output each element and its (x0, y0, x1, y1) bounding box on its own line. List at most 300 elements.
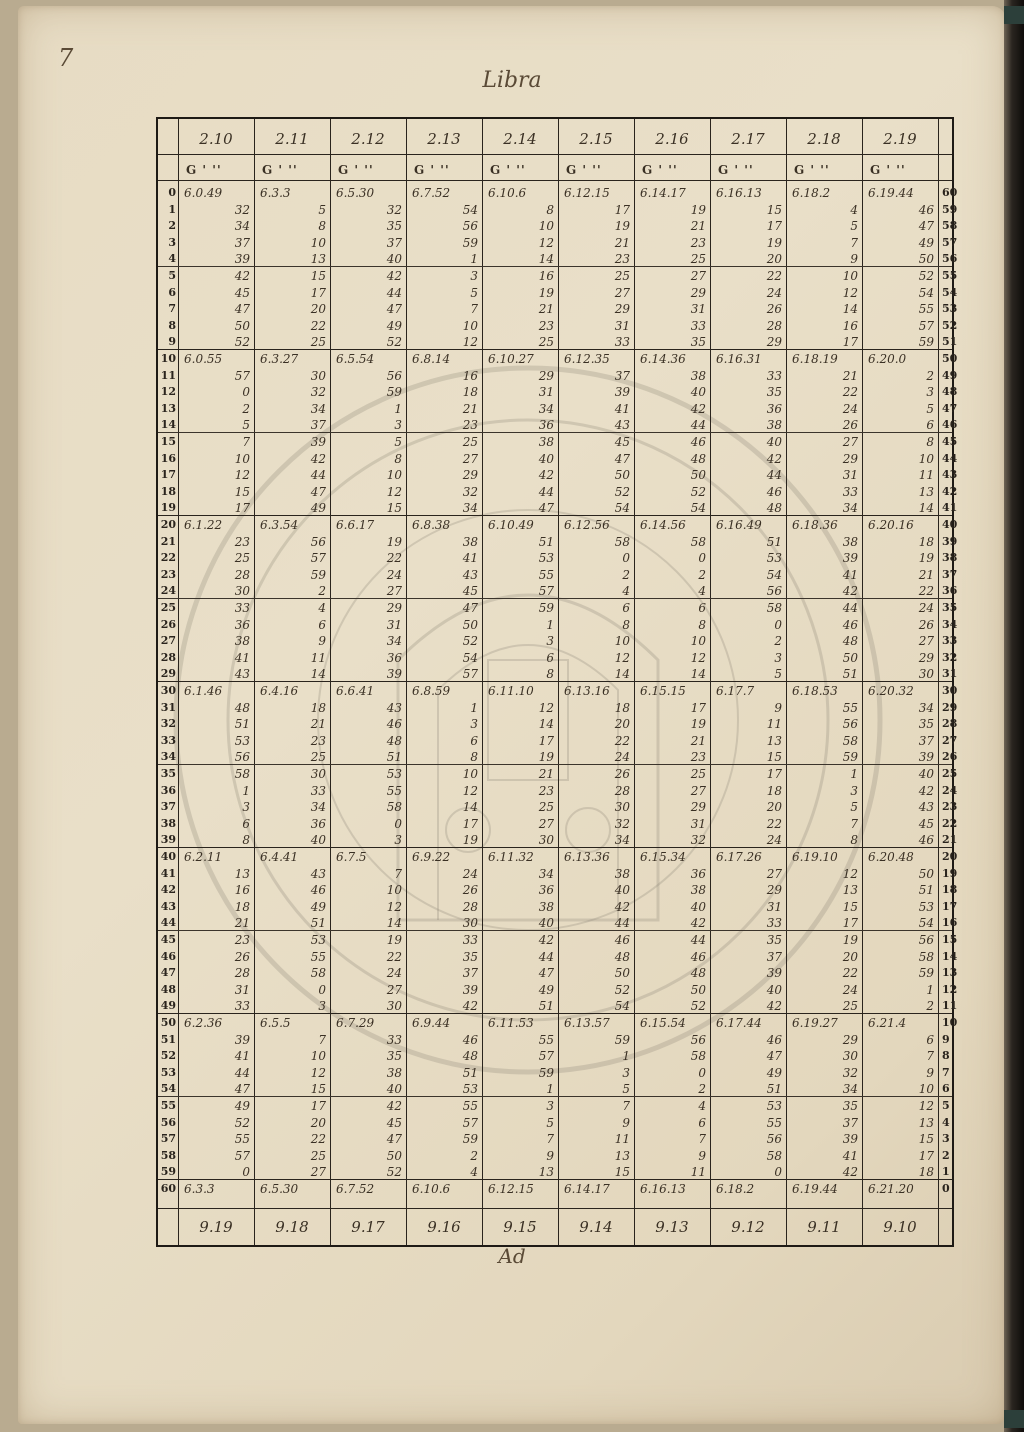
table-cell: 52 (690, 999, 706, 1014)
table-cell: 9 (698, 1148, 706, 1163)
table-cell: 57 (234, 368, 250, 383)
table-cell: 6 (546, 650, 554, 665)
table-cell: 35 (386, 1049, 402, 1064)
table-cell: 1 (546, 617, 554, 632)
table-cell: 29 (842, 451, 858, 466)
table-cell: 46 (462, 1032, 478, 1047)
table-cell: 48 (766, 501, 782, 516)
table-cell: 39 (918, 750, 934, 765)
table-cell: 32 (614, 816, 630, 831)
table-cell: 26 (842, 418, 858, 433)
table-cell: 18 (918, 534, 934, 549)
row-index-left: 18 (160, 484, 176, 498)
table-cell-full: 6.19.44 (868, 186, 914, 200)
table-cell-full: 6.16.49 (716, 518, 762, 532)
row-index-right: 24 (942, 783, 958, 797)
table-cell: 52 (462, 634, 478, 649)
table-cell: 59 (918, 966, 934, 981)
table-cell: 12 (462, 335, 478, 350)
table-cell: 38 (538, 899, 554, 914)
column-rule (938, 119, 939, 1245)
row-index-left: 36 (160, 783, 176, 797)
table-cell: 29 (690, 800, 706, 815)
row-index-left: 57 (160, 1132, 176, 1146)
table-cell: 24 (614, 750, 630, 765)
table-cell: 22 (918, 584, 934, 599)
table-cell: 13 (918, 484, 934, 499)
row-index-left: 23 (160, 567, 176, 581)
table-cell: 22 (842, 966, 858, 981)
table-cell: 30 (386, 999, 402, 1014)
table-cell: 27 (842, 435, 858, 449)
row-index-right: 4 (942, 1115, 950, 1129)
row-rule (158, 154, 952, 155)
table-cell-full: 6.18.36 (792, 518, 838, 532)
row-index-right: 40 (942, 518, 958, 531)
table-cell-full: 6.7.5 (336, 850, 367, 864)
row-index-right: 47 (942, 401, 958, 415)
table-cell-full: 6.1.22 (184, 518, 223, 532)
row-index-right: 33 (942, 634, 958, 648)
table-cell: 42 (538, 468, 554, 483)
row-index-left: 8 (168, 318, 176, 332)
table-cell: 29 (918, 650, 934, 665)
row-index-left: 13 (160, 401, 176, 415)
table-cell: 23 (690, 750, 706, 765)
table-cell: 9 (850, 252, 858, 267)
table-cell: 26 (614, 767, 630, 781)
table-cell: 43 (918, 800, 934, 815)
table-cell: 46 (918, 202, 934, 217)
table-cell: 7 (622, 1099, 630, 1113)
table-cell: 57 (310, 551, 326, 566)
table-cell: 35 (766, 385, 782, 400)
table-cell: 49 (386, 318, 402, 333)
row-index-left: 38 (160, 816, 176, 830)
table-cell: 0 (318, 982, 326, 997)
table-cell: 19 (918, 551, 934, 566)
row-index-right: 41 (942, 501, 958, 515)
table-cell: 51 (234, 717, 250, 732)
table-cell: 35 (386, 219, 402, 234)
table-cell: 7 (698, 1132, 706, 1147)
column-header: 2.16 (655, 130, 689, 148)
table-cell-full: 6.19.10 (792, 850, 838, 864)
table-cell: 56 (766, 584, 782, 599)
table-cell: 34 (310, 401, 326, 416)
table-cell: 31 (842, 468, 858, 483)
table-cell: 39 (386, 667, 402, 682)
table-cell: 56 (842, 717, 858, 732)
table-cell: 40 (538, 451, 554, 466)
table-cell: 31 (234, 982, 250, 997)
table-cell: 38 (842, 534, 858, 549)
table-cell: 27 (538, 816, 554, 831)
table-cell: 52 (614, 982, 630, 997)
table-cell: 33 (614, 335, 630, 350)
table-cell: 19 (462, 833, 478, 848)
table-cell: 31 (614, 318, 630, 333)
row-rule (158, 180, 952, 181)
table-cell: 28 (766, 318, 782, 333)
table-cell: 39 (234, 252, 250, 267)
table-cell-full: 6.14.17 (564, 1182, 610, 1196)
table-cell-full: 6.18.19 (792, 352, 838, 366)
table-cell: 45 (614, 435, 630, 449)
row-index-right: 49 (942, 368, 958, 382)
table-cell: 9 (774, 700, 782, 715)
table-cell: 32 (690, 833, 706, 848)
table-cell: 18 (614, 700, 630, 715)
table-cell: 39 (842, 551, 858, 566)
row-index-left: 21 (160, 534, 176, 548)
table-cell: 53 (538, 551, 554, 566)
table-cell: 53 (766, 1099, 782, 1113)
table-cell: 18 (462, 385, 478, 400)
table-cell: 42 (310, 451, 326, 466)
table-cell: 25 (310, 1148, 326, 1163)
row-index-right: 21 (942, 833, 958, 847)
table-cell: 5 (318, 202, 326, 217)
table-cell: 54 (918, 285, 934, 300)
row-index-right: 22 (942, 816, 958, 830)
table-cell: 25 (690, 252, 706, 267)
row-index-left: 16 (160, 451, 176, 465)
table-cell: 37 (918, 733, 934, 748)
table-cell: 13 (614, 1148, 630, 1163)
row-index-left: 14 (160, 418, 176, 432)
row-index-left: 50 (160, 1016, 176, 1029)
table-cell: 25 (310, 750, 326, 765)
table-cell: 58 (690, 1049, 706, 1064)
table-cell: 43 (310, 866, 326, 881)
table-cell: 59 (918, 335, 934, 350)
table-cell: 24 (918, 601, 934, 615)
table-cell: 1 (926, 982, 934, 997)
column-rule (482, 119, 483, 1245)
row-index-right: 50 (942, 352, 958, 365)
table-cell: 49 (918, 235, 934, 250)
unit-label: G ' '' (870, 163, 906, 177)
table-cell: 37 (842, 1115, 858, 1130)
table-cell: 10 (386, 468, 402, 483)
table-cell: 14 (690, 667, 706, 682)
table-cell: 53 (310, 933, 326, 947)
table-cell: 54 (614, 501, 630, 516)
table-cell: 27 (690, 783, 706, 798)
row-index-left: 22 (160, 551, 176, 565)
row-index-right: 46 (942, 418, 958, 432)
table-cell: 2 (698, 1082, 706, 1097)
table-cell: 3 (394, 833, 402, 848)
row-index-left: 55 (160, 1099, 176, 1112)
table-cell: 32 (310, 385, 326, 400)
table-cell: 29 (462, 468, 478, 483)
table-cell: 12 (538, 235, 554, 250)
table-cell: 3 (926, 385, 934, 400)
table-cell: 22 (310, 1132, 326, 1147)
table-cell: 33 (234, 601, 250, 615)
table-cell: 58 (234, 767, 250, 781)
table-cell: 56 (386, 368, 402, 383)
table-cell: 15 (918, 1132, 934, 1147)
table-cell: 19 (690, 202, 706, 217)
row-index-right: 8 (942, 1049, 950, 1063)
table-cell: 47 (234, 1082, 250, 1097)
table-cell: 20 (310, 302, 326, 317)
table-cell-full: 6.20.32 (868, 684, 914, 698)
table-cell: 24 (386, 567, 402, 582)
table-cell: 20 (766, 800, 782, 815)
table-cell-full: 6.8.14 (412, 352, 451, 366)
table-cell: 40 (766, 982, 782, 997)
table-cell: 12 (690, 650, 706, 665)
row-index-right: 43 (942, 468, 958, 482)
table-cell: 47 (766, 1049, 782, 1064)
column-footer: 9.11 (807, 1218, 841, 1236)
table-cell-full: 6.2.36 (184, 1016, 223, 1030)
table-cell: 5 (470, 285, 478, 300)
row-index-left: 28 (160, 650, 176, 664)
table-cell: 2 (926, 368, 934, 383)
table-cell-full: 6.15.34 (640, 850, 686, 864)
table-cell: 11 (614, 1132, 630, 1147)
table-cell: 54 (918, 916, 934, 931)
table-cell: 51 (386, 750, 402, 765)
table-cell: 30 (842, 1049, 858, 1064)
table-cell: 59 (386, 385, 402, 400)
table-cell: 55 (310, 949, 326, 964)
table-cell-full: 6.17.26 (716, 850, 762, 864)
table-cell: 8 (850, 833, 858, 848)
table-cell: 8 (470, 750, 478, 765)
table-cell: 7 (546, 1132, 554, 1147)
column-header: 2.14 (503, 130, 537, 148)
row-index-left: 0 (168, 186, 176, 199)
table-cell-full: 6.1.46 (184, 684, 223, 698)
table-cell: 44 (690, 933, 706, 947)
column-footer: 9.18 (275, 1218, 309, 1236)
table-cell: 1 (546, 1082, 554, 1097)
row-index-right: 56 (942, 252, 958, 266)
row-index-left: 35 (160, 767, 176, 780)
column-rule (178, 119, 179, 1245)
table-cell: 24 (842, 982, 858, 997)
table-cell: 5 (242, 418, 250, 433)
table-cell: 42 (462, 999, 478, 1014)
table-cell: 36 (690, 866, 706, 881)
table-cell: 15 (386, 501, 402, 516)
table-cell: 23 (690, 235, 706, 250)
table-cell: 55 (538, 567, 554, 582)
table-cell-full: 6.8.38 (412, 518, 451, 532)
table-cell: 58 (386, 800, 402, 815)
table-cell: 56 (310, 534, 326, 549)
table-cell-full: 6.13.16 (564, 684, 610, 698)
table-cell: 50 (842, 650, 858, 665)
table-cell: 10 (462, 767, 478, 781)
row-index-right: 35 (942, 601, 958, 614)
table-cell: 31 (766, 899, 782, 914)
row-index-right: 3 (942, 1132, 950, 1146)
row-index-left: 20 (160, 518, 176, 531)
table-cell: 42 (690, 401, 706, 416)
table-cell: 57 (234, 1148, 250, 1163)
table-cell-full: 6.4.41 (260, 850, 299, 864)
table-cell: 12 (614, 650, 630, 665)
row-index-right: 55 (942, 269, 958, 282)
table-cell: 35 (766, 933, 782, 947)
row-index-right: 15 (942, 933, 958, 946)
row-index-right: 11 (942, 999, 958, 1013)
table-cell: 0 (242, 1165, 250, 1180)
table-cell: 33 (386, 1032, 402, 1047)
table-cell: 12 (462, 783, 478, 798)
table-cell: 44 (538, 949, 554, 964)
table-cell-full: 6.21.4 (868, 1016, 907, 1030)
table-cell: 22 (614, 733, 630, 748)
table-cell: 59 (538, 601, 554, 615)
row-index-left: 52 (160, 1049, 176, 1063)
table-cell: 45 (918, 816, 934, 831)
row-index-left: 49 (160, 999, 176, 1013)
table-cell: 5 (546, 1115, 554, 1130)
row-index-right: 16 (942, 916, 958, 930)
table-cell: 44 (842, 601, 858, 615)
table-cell: 55 (766, 1115, 782, 1130)
table-cell: 50 (690, 468, 706, 483)
table-cell: 13 (766, 733, 782, 748)
table-cell: 18 (310, 700, 326, 715)
row-index-right: 60 (942, 186, 958, 199)
row-index-right: 12 (942, 982, 958, 996)
table-cell: 56 (690, 1032, 706, 1047)
table-cell: 28 (234, 966, 250, 981)
table-cell: 21 (842, 368, 858, 383)
table-cell: 15 (766, 750, 782, 765)
table-cell: 40 (386, 1082, 402, 1097)
table-cell: 17 (918, 1148, 934, 1163)
table-cell: 50 (386, 1148, 402, 1163)
table-cell: 54 (462, 650, 478, 665)
table-cell: 39 (462, 982, 478, 997)
row-index-right: 48 (942, 385, 958, 399)
table-cell: 37 (310, 418, 326, 433)
table-cell: 51 (918, 883, 934, 898)
table-cell-full: 6.2.11 (184, 850, 223, 864)
table-cell: 45 (386, 1115, 402, 1130)
row-index-right: 0 (942, 1182, 950, 1195)
row-index-left: 47 (160, 966, 176, 980)
table-cell: 46 (614, 933, 630, 947)
table-cell: 16 (538, 269, 554, 283)
unit-label: G ' '' (794, 163, 830, 177)
table-cell: 24 (462, 866, 478, 881)
column-rule (710, 119, 711, 1245)
table-cell: 31 (690, 816, 706, 831)
row-index-left: 7 (168, 302, 176, 316)
row-index-right: 19 (942, 866, 958, 880)
row-index-left: 9 (168, 335, 176, 349)
table-cell: 46 (842, 617, 858, 632)
table-cell: 32 (386, 202, 402, 217)
table-cell: 37 (614, 368, 630, 383)
table-cell: 15 (234, 484, 250, 499)
table-cell: 47 (386, 1132, 402, 1147)
table-cell: 53 (234, 733, 250, 748)
table-cell: 38 (462, 534, 478, 549)
table-cell-full: 6.3.54 (260, 518, 299, 532)
table-cell: 42 (842, 1165, 858, 1180)
table-cell-full: 6.10.27 (488, 352, 534, 366)
column-header: 2.11 (275, 130, 309, 148)
table-cell: 57 (538, 584, 554, 599)
table-cell: 42 (766, 999, 782, 1014)
column-header: 2.18 (807, 130, 841, 148)
table-cell: 48 (842, 634, 858, 649)
table-cell: 52 (918, 269, 934, 283)
row-index-left: 51 (160, 1032, 176, 1046)
table-cell: 44 (386, 285, 402, 300)
table-cell: 43 (462, 567, 478, 582)
table-cell: 13 (234, 866, 250, 881)
row-index-left: 44 (160, 916, 176, 930)
table-cell-full: 6.12.35 (564, 352, 610, 366)
table-cell: 46 (690, 435, 706, 449)
table-cell: 12 (386, 899, 402, 914)
table-cell: 29 (766, 883, 782, 898)
table-cell: 23 (234, 534, 250, 549)
table-cell: 34 (462, 501, 478, 516)
table-cell: 55 (386, 783, 402, 798)
table-cell: 9 (926, 1065, 934, 1080)
table-cell: 4 (850, 202, 858, 217)
table-cell: 42 (538, 933, 554, 947)
table-cell: 26 (234, 949, 250, 964)
table-cell: 34 (538, 866, 554, 881)
table-cell: 2 (698, 567, 706, 582)
table-cell: 6 (318, 617, 326, 632)
table-cell: 0 (622, 551, 630, 566)
table-cell: 27 (690, 269, 706, 283)
table-cell: 32 (842, 1065, 858, 1080)
column-rule (634, 119, 635, 1245)
row-index-left: 41 (160, 866, 176, 880)
table-cell: 13 (842, 883, 858, 898)
table-cell: 51 (462, 1065, 478, 1080)
table-cell: 23 (538, 783, 554, 798)
table-cell-full: 6.3.3 (184, 1182, 215, 1196)
table-cell: 4 (698, 1099, 706, 1113)
table-cell: 37 (386, 235, 402, 250)
table-cell: 3 (622, 1065, 630, 1080)
table-cell: 52 (234, 1115, 250, 1130)
table-cell: 25 (538, 335, 554, 350)
row-index-left: 45 (160, 933, 176, 946)
table-cell: 38 (386, 1065, 402, 1080)
table-cell: 56 (462, 219, 478, 234)
corner-page-mark: 7 (58, 44, 74, 72)
table-cell: 52 (386, 1165, 402, 1180)
column-footer: 9.12 (731, 1218, 765, 1236)
table-cell: 10 (386, 883, 402, 898)
row-index-left: 15 (160, 435, 176, 448)
table-cell-full: 6.5.30 (336, 186, 375, 200)
table-cell: 3 (546, 1099, 554, 1113)
table-cell: 40 (614, 883, 630, 898)
table-cell: 58 (918, 949, 934, 964)
table-cell: 29 (538, 368, 554, 383)
